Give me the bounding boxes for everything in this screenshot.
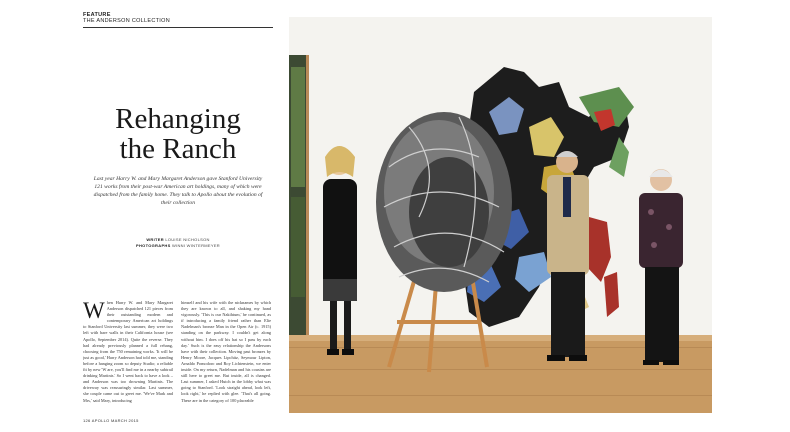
body-column-1-text: hen Harry W. and Mary Margaret Anderson dispatched 121 pieces from their outstanding modern and contemporary American art holdings to Stanford University last summer, they were two left with bare walls in their California house (see Apollo, September 2014). Quite the reverse. They had already previously planned a full rehang, choosing from the 750 remaining works. 'It will be just as good,' Harry Anderson had told me, standing before a hanging zoom so deputy Studio; a reliable fit by new 'W are, you'll find me in a nearby subtrail drinking Martinis.' So I went back to have a look – and Anderson was too drowning Martinis. The driveway was reassuringly similar. Last summer, she couple came out to greet me. 'We've Mark and Mrs,' said Mary, introducing — [83, 300, 173, 403]
photographs-label: PHOTOGRAPHS — [136, 243, 171, 248]
metal-sculpture — [376, 112, 512, 292]
credits — [83, 237, 273, 249]
foliage-patch — [291, 197, 305, 297]
left-page — [83, 12, 273, 422]
foliage-patch — [291, 67, 305, 187]
body-column-2: himself and his wife with the nicknames by which they are known to all, and shaking my hand vigorously. 'This is our Nakihtum,' he continued, as if introducing a family friend rather than Elie Nadelman's bronze Man in the Open Air (c. 1915) standing on the parkway. I couldn't get along without him. I does off his hat so I pass by each day.' Such is the easy relationship the Andersons have with their collection. Moving past bronzes by Henry Moore, Jacques Lipchitz, Seymour Lipton, Arnaldo Pomodoro and Roy Lichtenstein, we enter inside. On my return, Nadelman and his cousins are still here to greet me. But inside, all is changed. Last summer, I asked Hutch in the lobby what was going to Stanford. 'Look straight ahead, look left, look right,' he replied with glee. 'That's all going. These are in the category of 100 placeable — [181, 300, 271, 403]
photographer-name: WINNI WINTERMEYER — [172, 243, 220, 248]
writer-name: LOUISE NICHOLSON — [165, 237, 210, 242]
drop-cap: W — [83, 300, 105, 323]
headline-line-2: the Ranch — [119, 133, 237, 165]
section-title: THE ANDERSON COLLECTION — [83, 18, 170, 24]
kicker-label: FEATURE — [83, 12, 111, 18]
floor-board-line — [289, 395, 712, 396]
page-folio: 126 APOLLO MARCH 2015 — [83, 418, 139, 423]
woman-patterned-top — [639, 169, 683, 365]
photo-illustration — [289, 17, 712, 413]
standfirst: Last year Harry W. and Mary Margaret Anderson gave Stanford University 121 works from their post-war American art holdings, many of which were dispatched from the family home. They talk to Apollo about the evolution of their collection — [93, 176, 263, 206]
anderson-family-with-sculpture-photo — [289, 17, 712, 413]
door-frame — [306, 55, 309, 345]
writer-label: WRITER — [146, 237, 164, 242]
floor-board-line — [289, 369, 712, 370]
body-column-1 — [83, 300, 173, 422]
article-body — [83, 300, 273, 422]
headline-line-1: Rehanging — [115, 103, 241, 135]
man-beige-jacket — [547, 151, 589, 361]
headline — [83, 104, 273, 164]
header-rule — [83, 27, 273, 28]
